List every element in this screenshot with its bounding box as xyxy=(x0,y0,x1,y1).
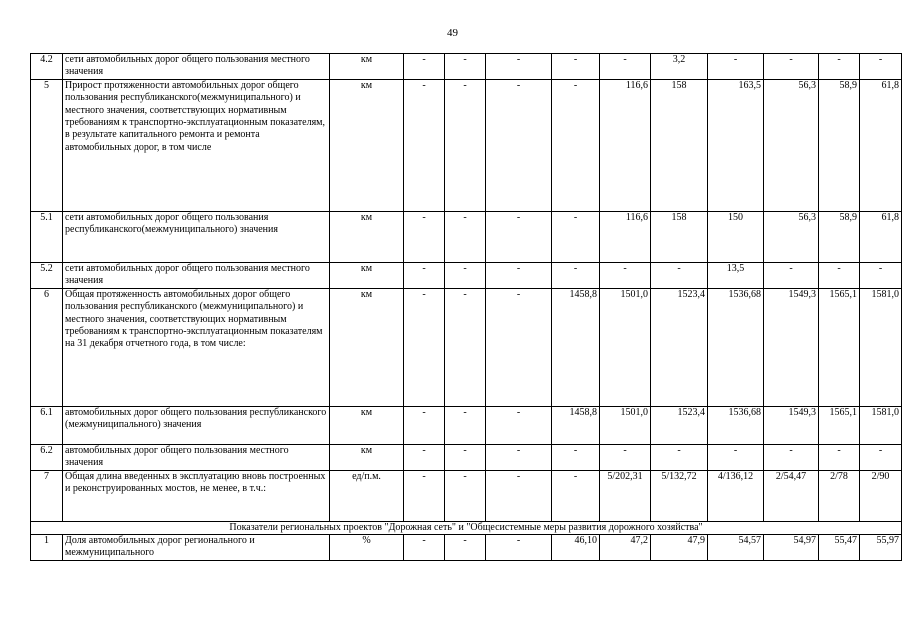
value-cell: - xyxy=(819,444,860,470)
value-cell: 2/78 xyxy=(819,470,860,521)
table-row xyxy=(31,79,902,211)
value-cell: 56,3 xyxy=(764,79,819,211)
value-cell: - xyxy=(404,470,445,521)
row-number: 6.1 xyxy=(31,406,63,444)
row-unit: км xyxy=(330,54,404,80)
row-description: Общая длина введенных в эксплуатацию вновь построенных и реконструированных мостов, не менее, в т.ч.: xyxy=(63,470,330,521)
row-unit: км xyxy=(330,262,404,288)
row-description: Общая протяженность автомобильных дорог общего пользования республиканского (межмуниципального) и местного значения, соответствующих нормативным требованиям к транспортно-эксплуатационным показателям на 31 декабря отчетного года, в том числе: xyxy=(63,288,330,406)
row-unit: % xyxy=(330,535,404,561)
row-number: 6 xyxy=(31,288,63,406)
value-cell: 55,47 xyxy=(819,535,860,561)
value-cell: 3,2 xyxy=(651,54,708,80)
value-cell: - xyxy=(445,54,486,80)
row-number: 1 xyxy=(31,535,63,561)
value-cell: 1565,1 xyxy=(819,288,860,406)
value-cell: 54,57 xyxy=(708,535,764,561)
value-cell: - xyxy=(600,262,651,288)
value-cell: - xyxy=(404,54,445,80)
value-cell: 5/202,31 xyxy=(600,470,651,521)
row-unit: км xyxy=(330,79,404,211)
row-description: Прирост протяженности автомобильных дорог общего пользования республиканского(межмуниципального) и местного значения, соответствующих нормативным требованиям к транспортно-эксплуатационным показателям, в результате капитального ремонта и ремонта автомобильных дорог, в том числе xyxy=(63,79,330,211)
value-cell: 1501,0 xyxy=(600,406,651,444)
value-cell: - xyxy=(445,211,486,262)
value-cell: 1581,0 xyxy=(860,288,902,406)
value-cell: - xyxy=(708,444,764,470)
page-number: 49 xyxy=(447,27,458,39)
value-cell: - xyxy=(552,79,600,211)
value-cell: - xyxy=(404,262,445,288)
value-cell: - xyxy=(552,470,600,521)
table-row xyxy=(31,54,902,80)
value-cell: - xyxy=(860,444,902,470)
value-cell: - xyxy=(764,54,819,80)
value-cell: - xyxy=(486,54,552,80)
value-cell: 158 xyxy=(651,79,708,211)
table-row xyxy=(31,535,902,561)
value-cell: 5/132,72 xyxy=(651,470,708,521)
row-unit: км xyxy=(330,211,404,262)
value-cell: - xyxy=(651,444,708,470)
value-cell: 1501,0 xyxy=(600,288,651,406)
value-cell: 2/54,47 xyxy=(764,470,819,521)
value-cell: - xyxy=(404,444,445,470)
value-cell: - xyxy=(764,444,819,470)
row-description: автомобильных дорог общего пользования местного значения xyxy=(63,444,330,470)
value-cell: - xyxy=(600,54,651,80)
section-row xyxy=(31,521,902,534)
value-cell: 1549,3 xyxy=(764,288,819,406)
row-unit: км xyxy=(330,406,404,444)
value-cell: - xyxy=(819,54,860,80)
value-cell: - xyxy=(552,54,600,80)
row-description: сети автомобильных дорог общего пользования местного значения xyxy=(63,262,330,288)
row-number: 5.2 xyxy=(31,262,63,288)
value-cell: 1581,0 xyxy=(860,406,902,444)
value-cell: 116,6 xyxy=(600,211,651,262)
value-cell: - xyxy=(445,262,486,288)
value-cell: - xyxy=(764,262,819,288)
value-cell: 61,8 xyxy=(860,211,902,262)
row-unit: км xyxy=(330,444,404,470)
value-cell: - xyxy=(552,262,600,288)
value-cell: - xyxy=(404,535,445,561)
value-cell: - xyxy=(486,262,552,288)
value-cell: 47,2 xyxy=(600,535,651,561)
value-cell: - xyxy=(486,444,552,470)
row-description: сети автомобильных дорог общего пользования республиканского(межмуниципального) значения xyxy=(63,211,330,262)
table-row xyxy=(31,444,902,470)
row-number: 5 xyxy=(31,79,63,211)
value-cell: 1523,4 xyxy=(651,406,708,444)
value-cell: - xyxy=(445,470,486,521)
row-unit: км xyxy=(330,288,404,406)
section-header: Показатели региональных проектов "Дорожная сеть" и "Общесистемные меры развития дорожного хозяйства" xyxy=(31,521,902,534)
row-number: 6.2 xyxy=(31,444,63,470)
value-cell: - xyxy=(819,262,860,288)
value-cell: - xyxy=(486,406,552,444)
value-cell: - xyxy=(552,444,600,470)
value-cell: - xyxy=(445,535,486,561)
value-cell: 1549,3 xyxy=(764,406,819,444)
value-cell: - xyxy=(486,535,552,561)
value-cell: 54,97 xyxy=(764,535,819,561)
value-cell: 61,8 xyxy=(860,79,902,211)
value-cell: 1523,4 xyxy=(651,288,708,406)
value-cell: 4/136,12 xyxy=(708,470,764,521)
value-cell: - xyxy=(600,444,651,470)
value-cell: - xyxy=(708,54,764,80)
value-cell: - xyxy=(404,288,445,406)
value-cell: - xyxy=(486,288,552,406)
value-cell: 58,9 xyxy=(819,211,860,262)
value-cell: - xyxy=(445,79,486,211)
value-cell: 55,97 xyxy=(860,535,902,561)
table-row xyxy=(31,470,902,521)
value-cell: 150 xyxy=(708,211,764,262)
value-cell: 158 xyxy=(651,211,708,262)
value-cell: 163,5 xyxy=(708,79,764,211)
value-cell: - xyxy=(860,262,902,288)
value-cell: - xyxy=(404,406,445,444)
row-number: 7 xyxy=(31,470,63,521)
row-number: 5.1 xyxy=(31,211,63,262)
value-cell: 1536,68 xyxy=(708,288,764,406)
row-description: автомобильных дорог общего пользования республиканского (межмуниципального) значения xyxy=(63,406,330,444)
value-cell: 13,5 xyxy=(708,262,764,288)
value-cell: - xyxy=(486,470,552,521)
indicators-table xyxy=(30,53,902,561)
value-cell: 1536,68 xyxy=(708,406,764,444)
value-cell: 1458,8 xyxy=(552,288,600,406)
value-cell: - xyxy=(651,262,708,288)
table-row xyxy=(31,211,902,262)
value-cell: 1458,8 xyxy=(552,406,600,444)
value-cell: - xyxy=(486,211,552,262)
row-number: 4.2 xyxy=(31,54,63,80)
value-cell: 47,9 xyxy=(651,535,708,561)
value-cell: 58,9 xyxy=(819,79,860,211)
value-cell: - xyxy=(404,79,445,211)
value-cell: 56,3 xyxy=(764,211,819,262)
value-cell: 2/90 xyxy=(860,470,902,521)
table-row xyxy=(31,406,902,444)
value-cell: - xyxy=(404,211,445,262)
value-cell: - xyxy=(445,444,486,470)
value-cell: - xyxy=(860,54,902,80)
table-row xyxy=(31,288,902,406)
row-unit: ед/п.м. xyxy=(330,470,404,521)
value-cell: - xyxy=(445,406,486,444)
value-cell: - xyxy=(552,211,600,262)
value-cell: 116,6 xyxy=(600,79,651,211)
row-description: Доля автомобильных дорог регионального и межмуниципального xyxy=(63,535,330,561)
value-cell: 46,10 xyxy=(552,535,600,561)
table-row xyxy=(31,262,902,288)
value-cell: 1565,1 xyxy=(819,406,860,444)
row-description: сети автомобильных дорог общего пользования местного значения xyxy=(63,54,330,80)
value-cell: - xyxy=(486,79,552,211)
value-cell: - xyxy=(445,288,486,406)
